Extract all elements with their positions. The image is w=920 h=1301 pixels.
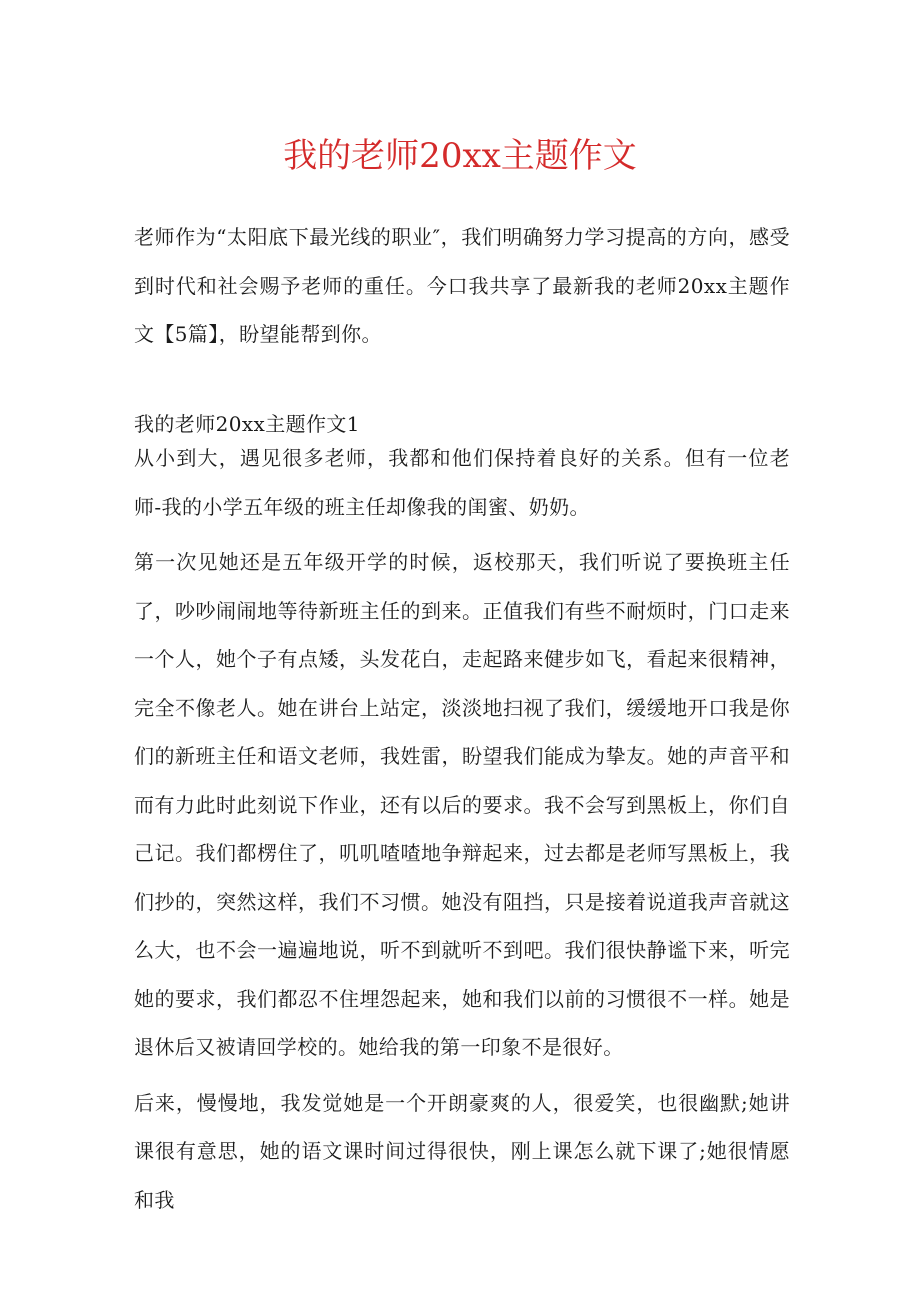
intro-paragraph: 老师作为“太阳底下最光线的职业″，我们明确努力学习提高的方向，感受到时代和社会赐予老师的重任。今口我共享了最新我的老师20xx主题作文【5篇】，盼望能帮到你。 [134,225,790,346]
intro-block [134,213,790,359]
essay-paragraph-2: 第一次见她还是五年级开学的时候，返校那天，我们听说了要换班主任了，吵吵闹闹地等待新班主任的到来。正值我们有些不耐烦时，门口走来一个人，她个子有点矮，头发花白，走起路来健步如飞，看起来很精神，完全不像老人。她在讲台上站定，淡淡地扫视了我们，缓缓地开口我是你们的新班主任和语文老师，我姓雷，盼望我们能成为挚友。她的声音平和而有力此时此刻说下作业，还有以后的要求。我不会写到黑板上，你们自己记。我们都楞住了，叽叽喳喳地争辩起来，过去都是老师写黑板上，我们抄的，突然这样，我们不习惯。她没有阻挡，只是接着说道我声音就这么大，也不会一遍遍地说，听不到就听不到吧。我们很快静谧下来，听完她的要求，我们都忍不住埋怨起来，她和我们以前的习惯很不一样。她是退休后又被请回学校的。她给我的第一印象不是很好。 [134,550,790,1059]
essay-paragraph-1: 从小到大，遇见很多老师，我都和他们保持着良好的关系。但有一位老师-我的小学五年级的班主任却像我的闺蜜、奶奶。 [134,446,790,519]
essay-body [134,434,790,1231]
essay-paragraph-3: 后来，慢慢地，我发觉她是一个开朗豪爽的人，很爱笑，也很幽默;她讲课很有意思，她的语文课时间过得很快，刚上课怎么就下课了;她很情愿和我 [134,1090,790,1212]
document-title: 我的老师20xx主题作文 [283,136,637,176]
section-heading: 我的老师20xx主题作文1 [134,412,360,436]
